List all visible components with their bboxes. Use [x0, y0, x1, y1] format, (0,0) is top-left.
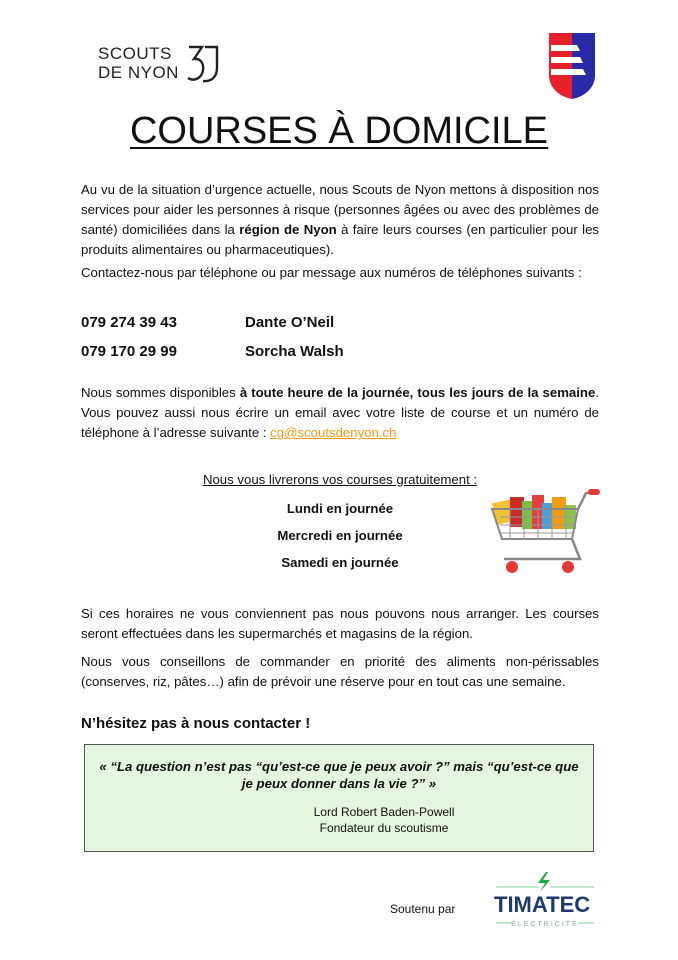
contact-name: Sorcha Walsh [245, 343, 344, 360]
delivery-day: Lundi en journée [286, 501, 394, 516]
contact-row [81, 308, 344, 337]
intro-text-1: Au vu de la situation d’urgence actuelle, nous Scouts de Nyon mettons à disposition nos services pour aider les personnes à risque (personnes âgées ou avec des problèmes de santé) domiciliées dans la [81, 182, 599, 237]
delivery-schedule [190, 472, 490, 576]
logo-line-2: DE NYON [98, 63, 179, 82]
shopping-cart-icon [490, 487, 602, 588]
contact-name: Dante O’Neil [245, 314, 335, 331]
scouts-logo-text [98, 44, 179, 82]
sponsor-name: TIMATEC [494, 892, 591, 917]
email-link[interactable]: cg@scoutsdenyon.ch [270, 425, 397, 440]
quote-author: Lord Robert Baden-Powell [313, 805, 455, 819]
advice-paragraph: Nous vous conseillons de commander en priorité des aliments non-périssables (conserves, riz, pâtes…) afin de prévoir une réserve pour en tout cas une semaine. [81, 654, 599, 689]
scouts-3j-logo-icon [186, 44, 220, 89]
quote-text: « “La question n’est pas “qu’est-ce que je peux avoir ?” mais “qu’est-ce que je peux donner dans la vie ?” » [99, 759, 579, 791]
sponsor-tagline: ÉLECTRICITÉ [511, 921, 579, 928]
delivery-day: Mercredi en journée [277, 528, 403, 543]
quote-box [84, 744, 594, 852]
contact-list [81, 308, 344, 366]
intro-text-2: à faire leurs courses (en particulier pour les produits alimentaires ou pharmaceutiques). [81, 222, 599, 257]
page-title: COURSES À DOMICILE [129, 110, 549, 152]
contact-phone[interactable]: 079 170 29 99 [81, 343, 177, 360]
contact-phone[interactable]: 079 274 39 43 [81, 314, 177, 331]
timatec-logo-icon [492, 870, 598, 937]
logo-line-1: SCOUTS [98, 44, 172, 63]
availability-text-1: Nous sommes disponibles [81, 385, 240, 400]
contact-intro: Contactez-nous par téléphone ou par message aux numéros de téléphones suivants : [81, 265, 582, 280]
intro-region-bold: région de Nyon [239, 222, 337, 237]
quote-author-block [85, 804, 593, 836]
quote-author-role: Fondateur du scoutisme [319, 821, 449, 835]
intro-paragraph [81, 180, 599, 260]
schedule-note: Si ces horaires ne vous conviennent pas nous pouvons nous arranger. Les courses seront effectuées dans les supermarchés et magasins de la région. [81, 606, 599, 641]
availability-paragraph [81, 383, 599, 443]
nyon-crest-icon [547, 31, 597, 106]
availability-bold: à toute heure de la journée, tous les jours de la semaine [239, 385, 596, 400]
delivery-day: Samedi en journée [281, 555, 399, 570]
delivery-heading: Nous vous livrerons vos courses gratuitement : [202, 472, 478, 487]
availability-text-2: . Vous pouvez aussi nous écrire un email avec votre liste de course et un numéro de téléphone à l’adresse suivante : [81, 385, 599, 440]
contact-cta: N’hésitez pas à nous contacter ! [81, 715, 311, 732]
contact-row [81, 337, 344, 366]
sponsor-label: Soutenu par [390, 902, 456, 916]
